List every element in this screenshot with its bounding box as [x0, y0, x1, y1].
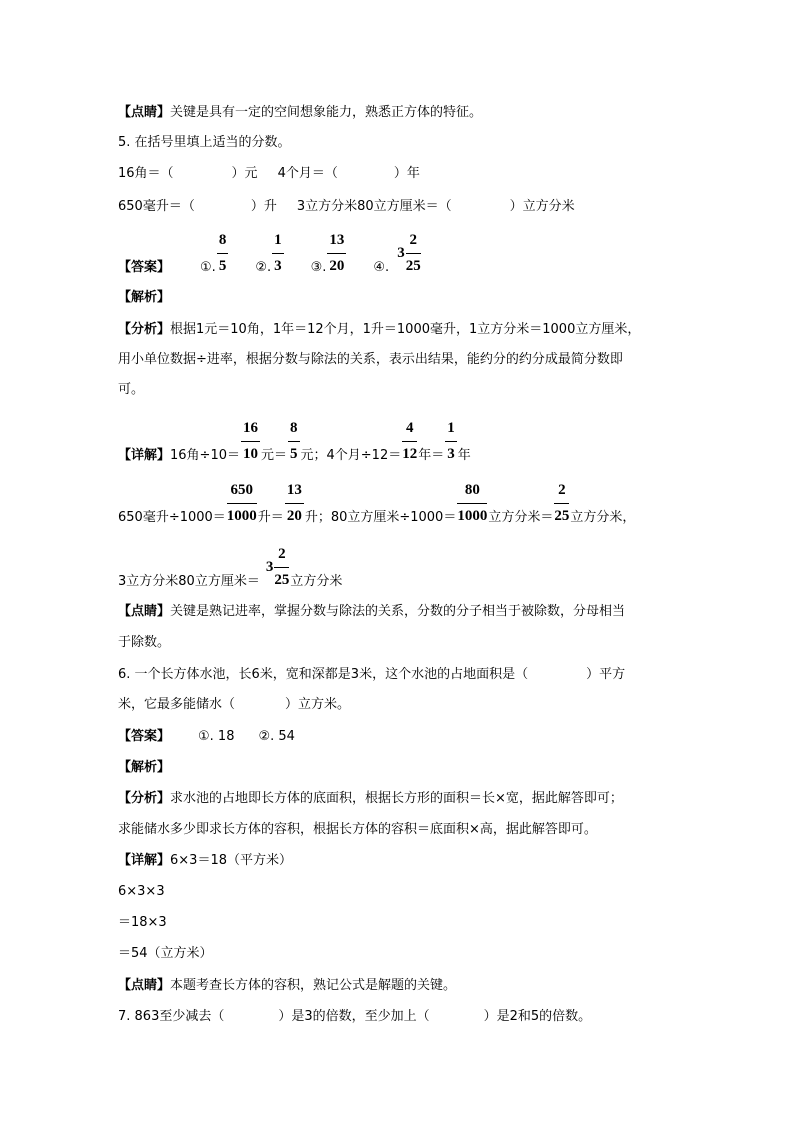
text: 立方分米， [570, 510, 636, 525]
text: 3立方分米80立方厘米＝ [118, 574, 260, 589]
q6-tip [118, 978, 456, 994]
q5-tip-2: 于除数。 [118, 635, 171, 650]
answer-tag: 【答案】 [118, 260, 171, 275]
q6-analysis-2: 求能储水多少即求长方体的容积，根据长方体的容积＝底面积×高，据此解答即可。 [118, 822, 597, 837]
q6-detail [118, 853, 292, 869]
text: ）立方分米 [509, 199, 575, 214]
text: 本题考查长方体的容积，熟记公式是解题的关键。 [170, 978, 457, 993]
denominator: 20 [286, 508, 302, 524]
q5-tip [118, 604, 625, 620]
q6-line2 [118, 697, 350, 713]
q7-line [118, 1009, 591, 1025]
numerator: 1 [445, 420, 457, 442]
q5-answer [118, 232, 422, 275]
text: 7. 863至少减去（ [118, 1009, 225, 1024]
q5-title: 5. 在括号里填上适当的分数。 [118, 135, 291, 150]
text: ）年 [393, 166, 420, 181]
fraction [327, 232, 346, 275]
text: 元＝ [261, 448, 288, 463]
numerator: 80 [457, 482, 487, 504]
q5-detail-2 [118, 482, 635, 525]
q6-answer [118, 729, 295, 745]
answer-mark: ③. [310, 260, 327, 275]
denominator: 25 [274, 572, 290, 588]
numerator: 2 [406, 232, 421, 254]
numerator: 4 [402, 420, 417, 442]
answer: ①. 18 [198, 729, 235, 744]
answer: ②. 54 [258, 729, 295, 744]
denominator: 20 [329, 258, 345, 274]
q6-analysis [118, 791, 623, 807]
tip-tag: 【点睛】 [118, 604, 171, 619]
analysis-tag: 【分析】 [118, 322, 171, 337]
denominator: 25 [405, 258, 421, 274]
tip-text: 关键是具有一定的空间想象能力，熟悉正方体的特征。 [170, 105, 483, 120]
answer-mark: ①. [200, 260, 216, 275]
q5-line2 [118, 199, 575, 215]
denominator: 5 [218, 258, 227, 274]
text: ）是2和5的倍数。 [483, 1009, 592, 1024]
text: 元；4个月÷12＝ [300, 448, 402, 463]
numerator: 8 [217, 232, 229, 254]
text: 立方分米 [290, 574, 343, 589]
q5-analysis-3: 可。 [118, 382, 145, 397]
numerator: 16 [241, 420, 260, 442]
denominator: 12 [402, 446, 418, 462]
text: 6×3＝18（平方米） [170, 853, 292, 868]
text: 立方分米＝ [488, 510, 554, 525]
whole-part: 3 [265, 559, 274, 575]
text: 3立方分米80立方厘米＝（ [296, 199, 452, 214]
q6-detail-4: ＝54（立方米） [118, 946, 213, 961]
answer-mark: ④. [373, 260, 390, 275]
text: ）立方米。 [285, 697, 351, 712]
text: 关键是熟记进率，掌握分数与除法的关系，分数的分子相当于被除数，分母相当 [170, 604, 626, 619]
text: ）平方 [586, 667, 626, 682]
text: 4个月＝（ [277, 166, 338, 181]
text: 6. 一个长方体水池，长6米，宽和深都是3米，这个水池的占地面积是（ [118, 667, 529, 682]
numerator: 13 [285, 482, 304, 504]
text: 年 [457, 448, 471, 463]
detail-tag: 【详解】 [118, 448, 171, 463]
denominator: 25 [554, 508, 570, 524]
text: 根据1元＝10角，1年＝12个月，1升＝1000毫升，1立方分米＝1000立方厘米， [170, 322, 641, 337]
q5-line1 [118, 166, 420, 182]
text: 升＝ [257, 510, 284, 525]
q5-analysis-2: 用小单位数据÷进率，根据分数与除法的关系，表示出结果，能约分的约分成最简分数即 [118, 352, 623, 367]
tip-tag: 【点睛】 [118, 105, 171, 120]
q5-analysis [118, 322, 640, 338]
text: ）是3的倍数，至少加上（ [278, 1009, 430, 1024]
q6-detail-3: ＝18×3 [118, 915, 167, 930]
denominator: 5 [290, 446, 298, 462]
text: 650毫升÷1000＝ [118, 510, 226, 525]
text: ）升 [250, 199, 277, 214]
answer-tag: 【答案】 [118, 729, 171, 744]
numerator: 650 [227, 482, 257, 504]
denominator: 1000 [457, 508, 488, 524]
denominator: 3 [274, 258, 282, 274]
numerator: 2 [274, 546, 289, 568]
q5-detail-1 [118, 420, 471, 463]
numerator: 8 [288, 420, 300, 442]
denominator: 1000 [226, 508, 257, 524]
text: 16角÷10＝ [170, 448, 240, 463]
text: 求水池的占地即长方体的底面积，根据长方形的面积＝长×宽，据此解答即可； [170, 791, 623, 806]
q5-jiexi: 【解析】 [118, 290, 171, 305]
answer-mark: ②. [255, 260, 272, 275]
fraction [406, 232, 421, 275]
numerator: 1 [272, 232, 284, 254]
fraction [217, 232, 229, 275]
analysis-tag: 【分析】 [118, 791, 171, 806]
denominator: 10 [243, 446, 258, 462]
q4-tip [118, 105, 482, 121]
detail-tag: 【详解】 [118, 853, 171, 868]
q6-jiexi: 【解析】 [118, 760, 171, 775]
denominator: 3 [447, 446, 455, 462]
q5-detail-3 [118, 546, 342, 589]
text: 650毫升＝（ [118, 199, 195, 214]
text: 升；80立方厘米÷1000＝ [304, 510, 457, 525]
numerator: 2 [554, 482, 569, 504]
text: 16角＝（ [118, 166, 174, 181]
q6-detail-2: 6×3×3 [118, 884, 165, 899]
text: 米，它最多能储水（ [118, 697, 236, 712]
numerator: 13 [327, 232, 346, 254]
text: ）元 [231, 166, 258, 181]
q6-line1 [118, 667, 625, 683]
fraction [272, 232, 284, 275]
text: 年＝ [418, 448, 445, 463]
tip-tag: 【点睛】 [118, 978, 171, 993]
whole-part: 3 [397, 245, 405, 261]
